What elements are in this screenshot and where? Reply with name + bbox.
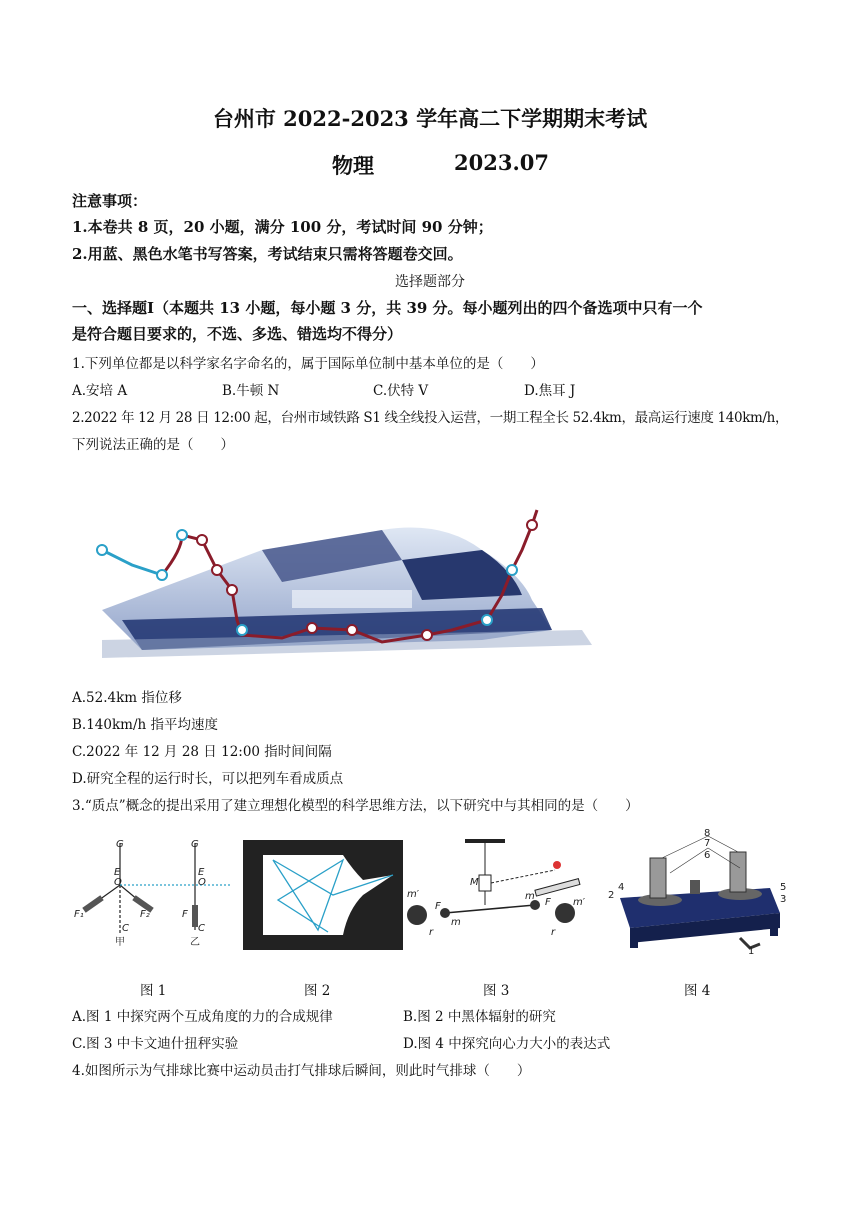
fig3-label-f-left: F bbox=[435, 901, 441, 912]
q3-stem: 3.“质点”概念的提出采用了建立理想化模型的科学思维方法，以下研究中与其相同的是（ ） bbox=[72, 798, 639, 814]
train-route-figure bbox=[82, 490, 610, 668]
fig3-label-m-left: m bbox=[451, 917, 461, 928]
fig3-label-big-m: M bbox=[470, 877, 479, 888]
exam-date: 2023.07 bbox=[454, 150, 549, 175]
fig1-label-f: F bbox=[182, 909, 188, 920]
fig3-label-f-right: F bbox=[545, 897, 551, 908]
q1-option-a: A.安培 A bbox=[72, 383, 128, 399]
subject: 物理 bbox=[332, 153, 374, 178]
fig1-label-c1: C bbox=[122, 923, 129, 934]
notice-item-1: 1.本卷共 8 页，20 小题，满分 100 分，考试时间 90 分钟； bbox=[72, 218, 493, 236]
figure-1-caption: 图 1 bbox=[140, 983, 167, 999]
figure-2-caption: 图 2 bbox=[304, 983, 331, 999]
fig3-label-r-left: r bbox=[429, 927, 434, 938]
part1-instructions-line2: 是符合题目要求的，不选、多选、错选均不得分） bbox=[72, 325, 403, 343]
fig1-label-o2: O bbox=[198, 877, 206, 888]
q2-option-a: A.52.4km 指位移 bbox=[72, 690, 182, 706]
q2-option-c: C.2022 年 12 月 28 日 12:00 指时间间隔 bbox=[72, 744, 332, 760]
fig4-label-3: 3 bbox=[780, 894, 787, 905]
train-image bbox=[102, 528, 592, 659]
fig1-label-c2: C bbox=[198, 923, 205, 934]
figure-4-caption: 图 4 bbox=[684, 983, 711, 999]
notice-heading: 注意事项： bbox=[72, 192, 148, 210]
fig4-label-5: 5 bbox=[780, 882, 787, 893]
section-title: 选择题部分 bbox=[395, 274, 465, 290]
q3-option-d: D.图 4 中探究向心力大小的表达式 bbox=[403, 1036, 611, 1052]
fig3-label-m-right: m bbox=[525, 891, 535, 902]
fig4-label-6: 6 bbox=[704, 850, 711, 861]
fig4-label-1: 1 bbox=[748, 946, 755, 957]
figure-1-force-diagram bbox=[70, 835, 230, 955]
figure-2-blackbody-cavity bbox=[243, 840, 403, 950]
figure-3-caption: 图 3 bbox=[483, 983, 510, 999]
fig1-label-g2: G bbox=[191, 839, 199, 850]
fig4-label-2: 2 bbox=[608, 890, 615, 901]
q3-option-b: B.图 2 中黑体辐射的研究 bbox=[403, 1009, 556, 1025]
fig4-label-7: 7 bbox=[704, 838, 711, 849]
q2-option-b: B.140km/h 指平均速度 bbox=[72, 717, 218, 733]
fig1-label-jia: 甲 bbox=[115, 937, 125, 948]
exam-title: 台州市 2022-2023 学年高二下学期期末考试 bbox=[212, 106, 648, 131]
q3-option-a: A.图 1 中探究两个互成角度的力的合成规律 bbox=[72, 1009, 333, 1025]
fig1-label-e1: E bbox=[114, 867, 121, 878]
fig1-label-g1: G bbox=[116, 839, 124, 850]
part1-instructions-line1: 一、选择题Ⅰ（本题共 13 小题，每小题 3 分，共 39 分。每小题列出的四个备选项中只有一个 bbox=[72, 299, 703, 317]
q2-stem-line1: 2.2022 年 12 月 28 日 12:00 起，台州市域铁路 S1 线全线投入运营，一期工程全长 52.4km，最高运行速度 140km/h， bbox=[72, 410, 789, 426]
q4-stem: 4.如图所示为气排球比赛中运动员击打气排球后瞬间，则此时气排球（ ） bbox=[72, 1063, 531, 1079]
fig1-label-f1: F₁ bbox=[74, 909, 84, 920]
fig3-label-m-prime-right: m′ bbox=[573, 897, 586, 908]
fig3-label-r-right: r bbox=[551, 927, 556, 938]
q2-option-d: D.研究全程的运行时长，可以把列车看成质点 bbox=[72, 771, 344, 787]
notice-item-2: 2.用蓝、黑色水笔书写答案，考试结束只需将答题卷交回。 bbox=[72, 245, 463, 263]
fig1-label-e2: E bbox=[198, 867, 205, 878]
q3-option-c: C.图 3 中卡文迪什扭秤实验 bbox=[72, 1036, 239, 1052]
q1-option-c: C.伏特 V bbox=[373, 383, 429, 399]
q1-option-d: D.焦耳 J bbox=[524, 383, 576, 399]
q2-stem-line2: 下列说法正确的是（ ） bbox=[72, 437, 234, 453]
q1-stem: 1.下列单位都是以科学家名字命名的，属于国际单位制中基本单位的是（ ） bbox=[72, 356, 544, 372]
figure-4-centripetal-apparatus bbox=[600, 828, 790, 958]
fig1-label-yi: 乙 bbox=[190, 937, 200, 948]
fig4-label-8: 8 bbox=[704, 828, 711, 839]
fig3-label-m-prime-left: m′ bbox=[407, 889, 420, 900]
fig4-label-4: 4 bbox=[618, 882, 625, 893]
q1-option-b: B.牛顿 N bbox=[222, 383, 280, 399]
fig1-label-f2: F₂ bbox=[140, 909, 150, 920]
fig1-label-o1: O bbox=[114, 877, 122, 888]
figure-3-torsion-balance bbox=[405, 835, 590, 955]
